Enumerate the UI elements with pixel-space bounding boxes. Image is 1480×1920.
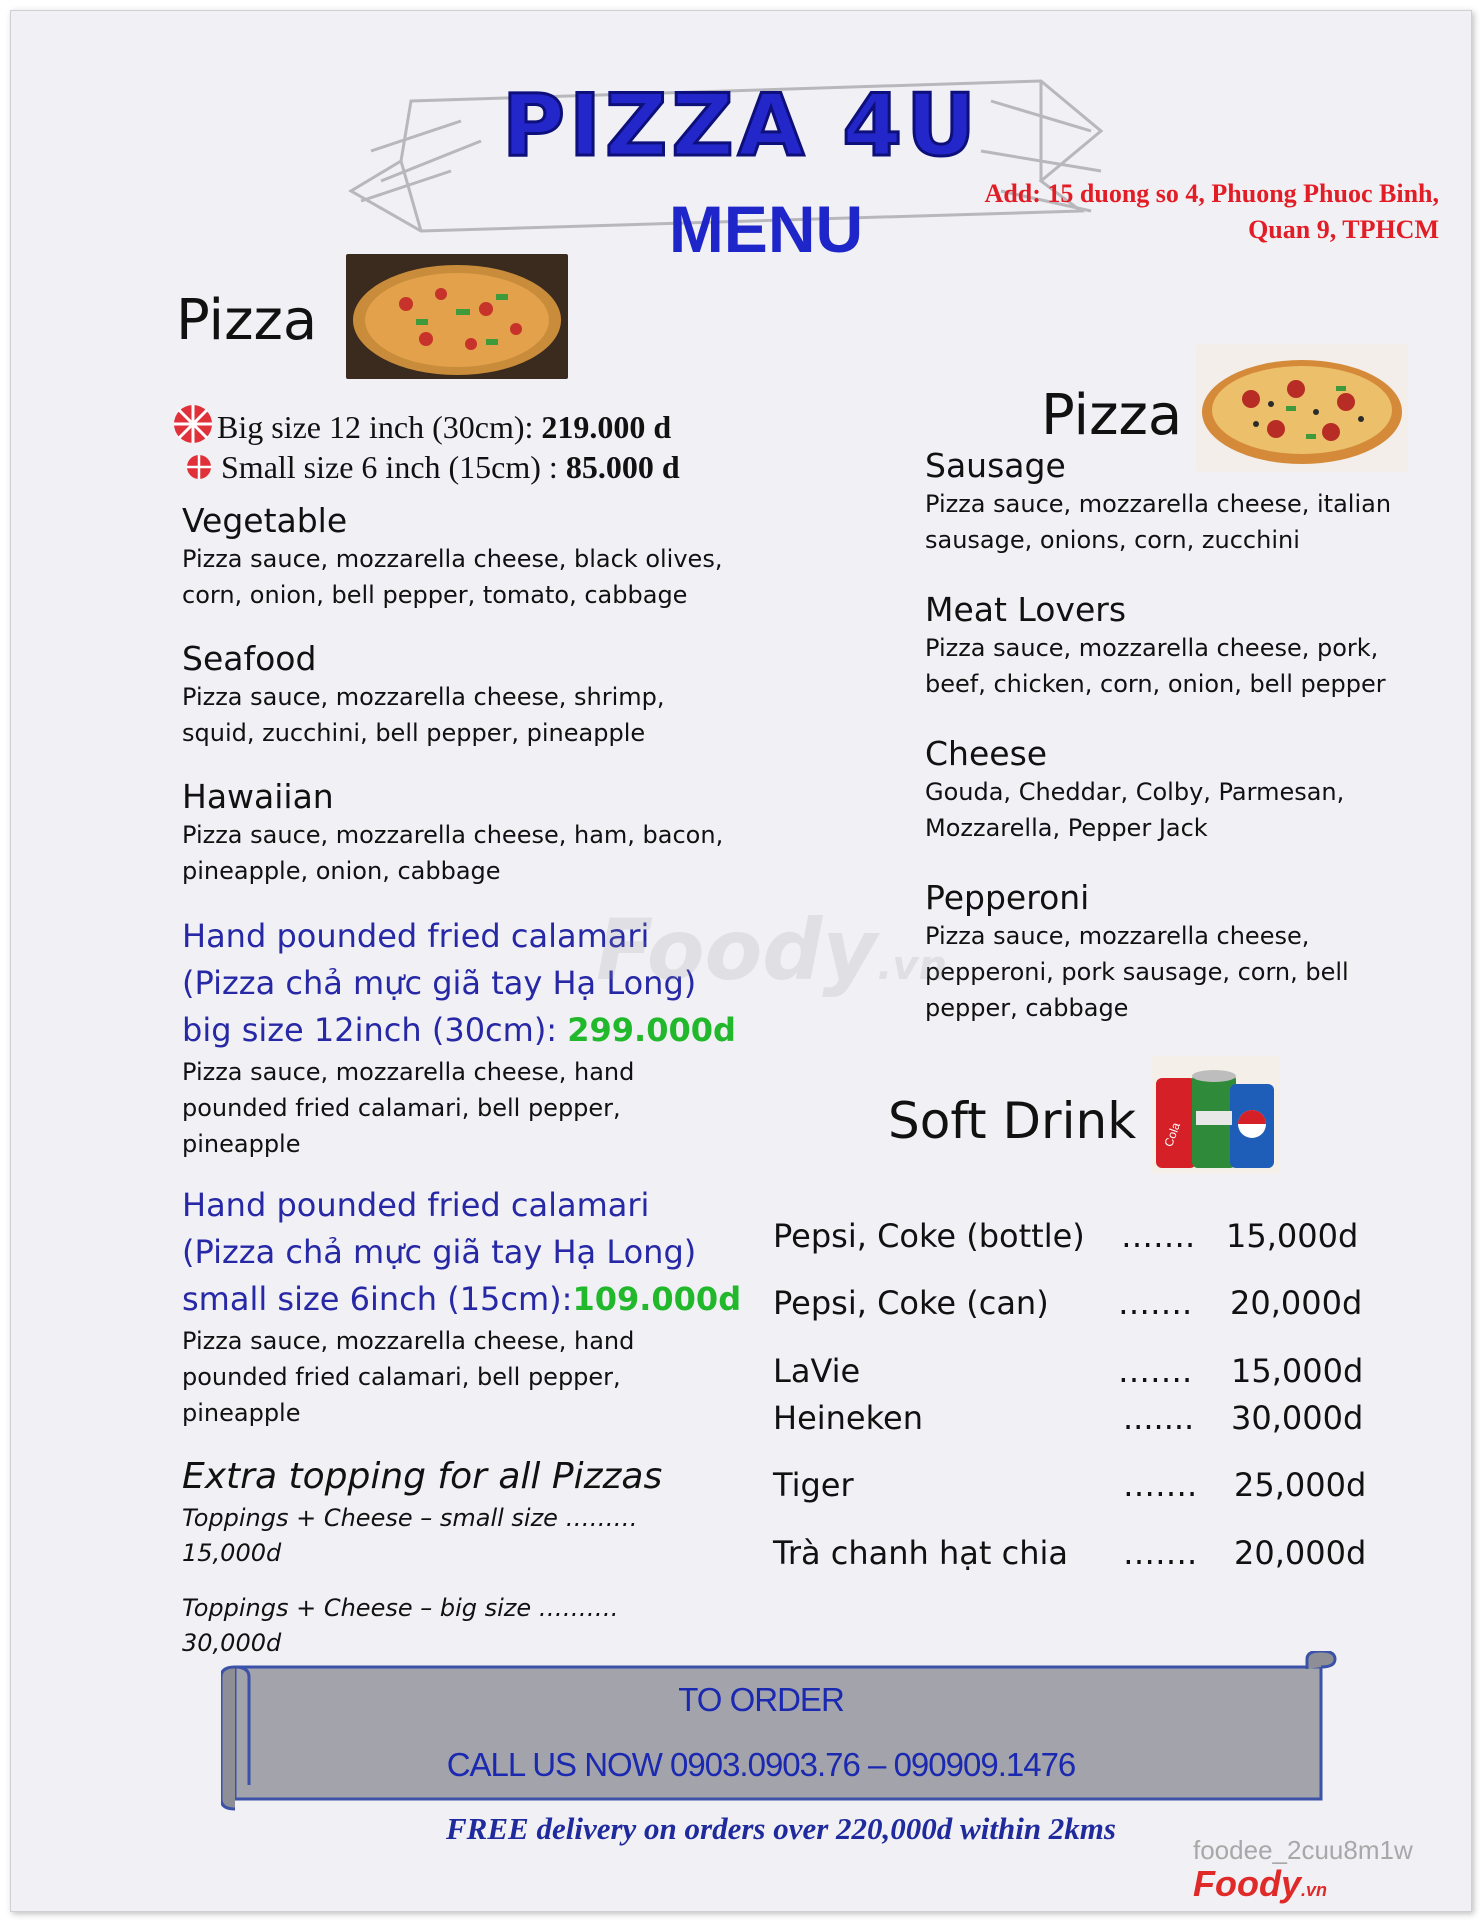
extra-line: Toppings + Cheese – small size ……… [182,1504,638,1532]
drink-dots: ……. [1118,1352,1193,1390]
drink-name: Pepsi, Coke (can) [773,1284,1049,1322]
special-size [182,1007,742,1054]
item-name: Pepperoni [925,878,1090,917]
size-big [179,404,671,447]
uploader-username: foodee_2cuu8m1w [1193,1835,1413,1865]
watermark-suffix: .vn [877,943,947,989]
menu-item [182,639,742,751]
drink-price: 30,000d [1231,1399,1364,1437]
item-desc: Pizza sauce, mozzarella cheese, ham, bacon, pineapple, onion, cabbage [182,821,724,885]
item-name: Vegetable [182,501,348,540]
size-small [185,447,680,487]
menu-item [182,777,742,889]
drink-price: 25,000d [1234,1466,1367,1504]
svg-text:Cola: Cola [1161,1120,1184,1149]
special-title: Hand pounded fried calamari [182,1186,650,1224]
extra-price: 30,000d [182,1629,282,1657]
item-name: Seafood [182,639,317,678]
drink-dots: ……. [1123,1466,1198,1504]
menu-item [925,734,1425,846]
special-title: Hand pounded fried calamari [182,917,650,955]
drink-dots: ……. [1123,1534,1198,1572]
watermark-text: Foody [596,901,878,999]
extra-line: Toppings + Cheese – big size ………. [182,1594,619,1622]
extra-toppings [182,1455,742,1661]
item-desc: Gouda, Cheddar, Colby, Parmesan, Mozzarella, Pepper Jack [925,778,1345,842]
drink-name: LaVie [773,1352,861,1390]
drink-dots: ……. [1118,1284,1193,1322]
logo-text: Foody [1193,1863,1301,1904]
item-desc: Pizza sauce, mozzarella cheese, italian sausage, onions, corn, zucchini [925,490,1392,554]
menu-item [925,590,1425,702]
address [985,176,1439,248]
special-price: 109.000d [572,1280,742,1318]
item-desc: Pizza sauce, mozzarella cheese, pepperoni, pork sausage, corn, bell pepper, cabbage [925,922,1349,1022]
special-subtitle: (Pizza chả mực giã tay Hạ Long) [182,1233,697,1271]
item-desc: Pizza sauce, mozzarella cheese, black olives, corn, onion, bell pepper, tomato, cabbage [182,545,723,609]
drink-price: 20,000d [1234,1534,1367,1572]
drink-price: 15,000d [1231,1352,1364,1390]
pizza-section-title-left: Pizza [176,288,318,353]
item-name: Meat Lovers [925,590,1127,629]
drink-name: Heineken [773,1399,923,1437]
item-name: Hawaiian [182,777,334,816]
drink-dots: ....... [1123,1399,1195,1437]
item-desc: Pizza sauce, mozzarella cheese, pork, beef, chicken, corn, onion, bell pepper [925,634,1386,698]
drink-price: 20,000d [1230,1284,1363,1322]
item-name: Cheese [925,734,1048,773]
special-price: 299.000d [567,1011,736,1049]
logo-suffix: .vn [1300,1880,1327,1900]
order-scroll-banner [221,1651,1341,1811]
foody-logo [1193,1863,1327,1905]
menu-page [10,10,1472,1912]
pizza-photo-icon [346,254,568,379]
order-phone[interactable]: CALL US NOW 0903.0903.76 – 090909.1476 [446,1746,1076,1783]
to-order-text: TO ORDER [678,1681,844,1718]
special-size-label: big size 12inch (30cm): [182,1011,568,1049]
item-name: Sausage [925,446,1066,485]
extra-price: 15,000d [182,1539,282,1567]
size-big-price: 219.000 d [541,409,672,445]
pizza-slice-icon [185,452,217,482]
special-size [182,1276,742,1323]
drink-cans-icon [1152,1056,1280,1174]
foody-watermark [596,901,947,999]
special-item [182,1182,742,1431]
drink-name: Tiger [773,1466,854,1504]
soft-drink-title: Soft Drink [888,1092,1137,1150]
special-desc: Pizza sauce, mozzarella cheese, hand pounded fried calamari, bell pepper, pineapple [182,1327,635,1427]
item-desc: Pizza sauce, mozzarella cheese, shrimp, squid, zucchini, bell pepper, pineapple [182,683,665,747]
size-small-label: Small size 6 inch (15cm) : [221,449,566,485]
restaurant-name: PIZZA 4U [502,76,980,176]
menu-item [925,446,1425,558]
extra-title: Extra topping for all Pizzas [182,1456,663,1497]
pizza-section-title-right: Pizza [1041,383,1183,448]
special-desc: Pizza sauce, mozzarella cheese, hand pounded fried calamari, bell pepper, pineapple [182,1058,635,1158]
drink-dots: ……. [1121,1217,1196,1255]
address-line-1: Add: 15 duong so 4, Phuong Phuoc Binh, [984,179,1439,208]
drink-price: 15,000d [1226,1217,1359,1255]
menu-heading: MENU [668,192,864,266]
special-subtitle: (Pizza chả mực giã tay Hạ Long) [182,964,697,1002]
drink-name: Trà chanh hạt chia [773,1534,1068,1572]
size-small-price: 85.000 d [565,449,680,485]
delivery-note: FREE delivery on orders over 220,000d within 2kms [446,1811,1116,1846]
special-size-label: small size 6inch (15cm): [182,1280,573,1318]
address-line-2: Quan 9, TPHCM [1248,215,1439,244]
size-big-label: Big size 12 inch (30cm): [217,409,542,445]
menu-item [925,878,1425,1026]
menu-item [182,501,742,613]
drink-name: Pepsi, Coke (bottle) [773,1217,1085,1255]
pizza-slice-icon [173,404,217,444]
